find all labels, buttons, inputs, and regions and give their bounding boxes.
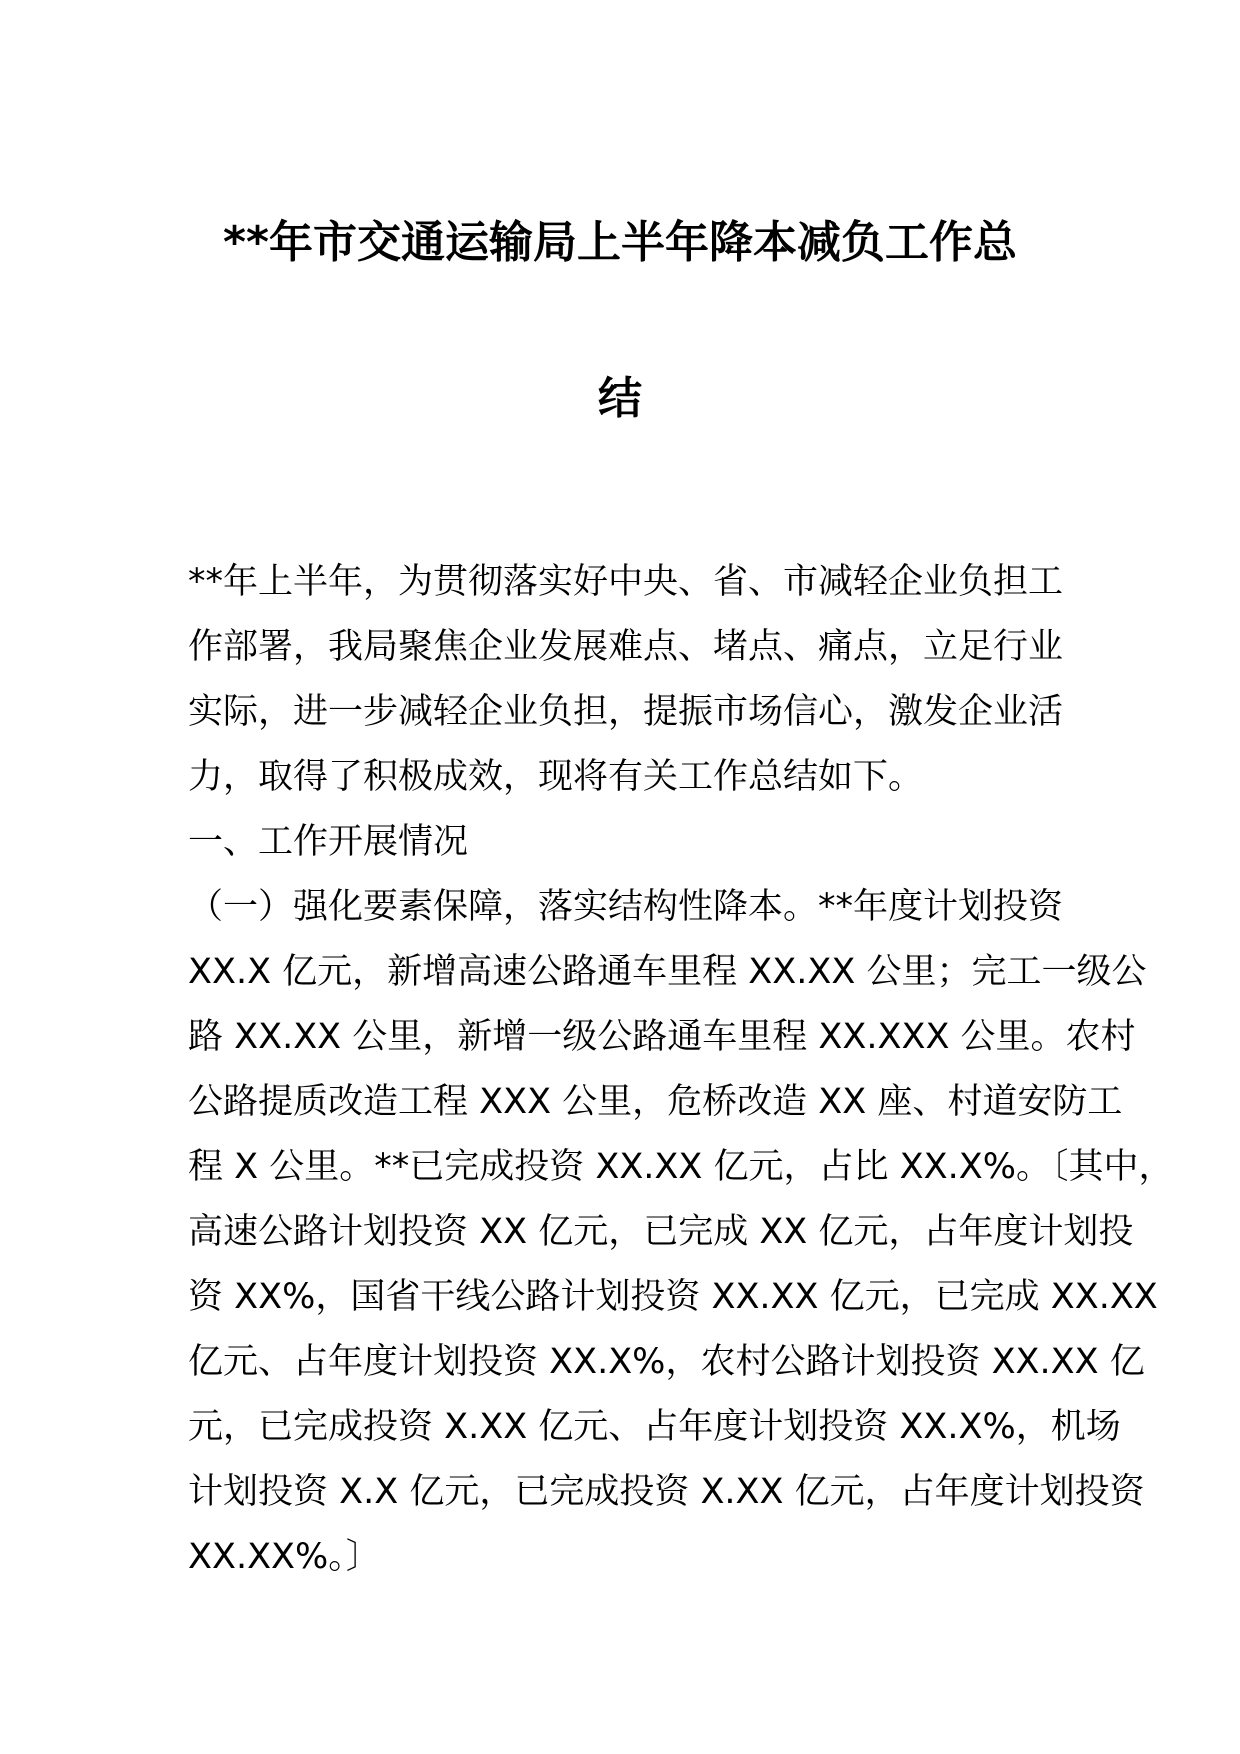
body-text-line: **年上半年，为贯彻落实好中央、省、市减轻企业负担工 — [188, 562, 1064, 602]
body-text-line: XX.XX%。〕 — [188, 1537, 381, 1577]
body-text-line: 路 XX.XX 公里，新增一级公路通车里程 XX.XXX 公里。农村 — [188, 1017, 1136, 1057]
body-text-line: （一）强化要素保障，落实结构性降本。**年度计划投资 — [188, 887, 1064, 927]
body-text-line: 程 X 公里。**已完成投资 XX.XX 亿元，占比 XX.X%。〔其中， — [188, 1147, 1174, 1187]
document-title-line-1: **年市交通运输局上半年降本减负工作总 — [222, 217, 1018, 268]
body-text-line: 资 XX%，国省干线公路计划投资 XX.XX 亿元，已完成 XX.XX — [188, 1277, 1158, 1317]
body-text-line: 实际，进一步减轻企业负担，提振市场信心，激发企业活 — [188, 692, 1064, 732]
body-text-line: 力，取得了积极成效，现将有关工作总结如下。 — [188, 757, 924, 797]
body-text-line: 亿元、占年度计划投资 XX.X%，农村公路计划投资 XX.XX 亿 — [188, 1342, 1145, 1382]
body-text-line: 一、工作开展情况 — [188, 822, 469, 862]
body-text-line: 元，已完成投资 X.XX 亿元、占年度计划投资 XX.X%，机场 — [188, 1407, 1121, 1447]
document-body — [188, 550, 1174, 1590]
body-text-line: XX.X 亿元，新增高速公路通车里程 XX.XX 公里；完工一级公 — [188, 952, 1147, 992]
body-text-line: 公路提质改造工程 XXX 公里，危桥改造 XX 座、村道安防工 — [188, 1082, 1123, 1122]
body-text-line: 高速公路计划投资 XX 亿元，已完成 XX 亿元，占年度计划投 — [188, 1212, 1134, 1252]
body-text-line: 计划投资 X.X 亿元，已完成投资 X.XX 亿元，占年度计划投资 — [188, 1472, 1145, 1512]
document-title-line-2: 结 — [598, 373, 642, 424]
body-text-line: 作部署，我局聚焦企业发展难点、堵点、痛点，立足行业 — [188, 627, 1064, 667]
